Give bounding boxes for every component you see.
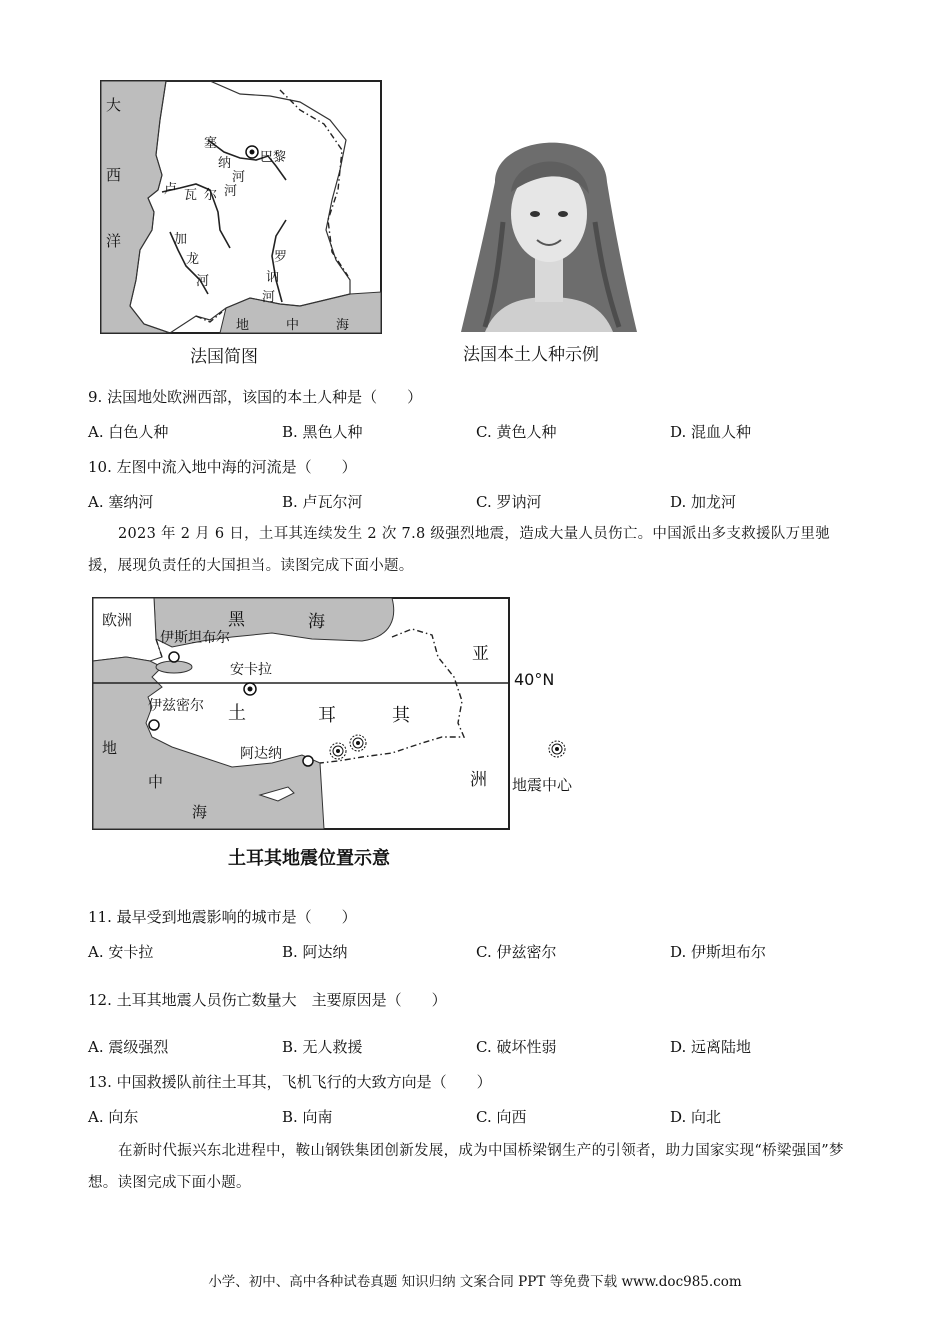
q10-option-d[interactable]: D. 加龙河 — [670, 493, 737, 511]
atlantic-label-2: 西 — [106, 166, 122, 184]
q9-option-a[interactable]: A. 白色人种 — [88, 423, 169, 441]
q10-stem: 10. 左图中流入地中海的河流是（ ） — [88, 458, 357, 476]
q13-option-c[interactable]: C. 向西 — [476, 1108, 527, 1126]
seine-label-2: 纳 — [218, 156, 232, 171]
loire-label-4: 河 — [224, 184, 238, 199]
seine-label-1: 塞 — [204, 136, 218, 151]
legend-epicenter-icon — [547, 739, 567, 763]
med-label-2: 中 — [148, 773, 164, 791]
black-sea-label-2: 海 — [308, 612, 325, 632]
q12-option-a[interactable]: A. 震级强烈 — [88, 1038, 169, 1056]
q11-option-a[interactable]: A. 安卡拉 — [88, 943, 154, 961]
izmir-label: 伊兹密尔 — [148, 698, 204, 714]
epicenter-1-icon — [330, 743, 346, 759]
q12-stem: 12. 土耳其地震人员伤亡数量大 主要原因是（ ） — [88, 991, 447, 1009]
q9-option-c[interactable]: C. 黄色人种 — [476, 423, 557, 441]
turkey-label-2: 耳 — [318, 705, 336, 726]
med-label-3: 海 — [336, 318, 350, 333]
paris-label: 巴黎 — [260, 150, 287, 165]
passage-turkey: 2023 年 2 月 6 日，土耳其连续发生 2 次 7.8 级强烈地震，造成大量人员伤亡。中国派出多支救援队万里驰援，展现负责任的大国担当。读图完成下面小题。 — [88, 526, 831, 574]
adana-label: 阿达纳 — [240, 746, 282, 762]
garonne-label-2: 龙 — [186, 252, 200, 267]
garonne-label-3: 河 — [196, 274, 210, 289]
q10-option-c[interactable]: C. 罗讷河 — [476, 493, 542, 511]
asia-label-1: 亚 — [472, 644, 489, 664]
med-label-1: 地 — [236, 318, 250, 333]
q13-option-b[interactable]: B. 向南 — [282, 1108, 333, 1126]
istanbul-label: 伊斯坦布尔 — [160, 630, 230, 646]
med-label-3: 海 — [192, 803, 208, 821]
atlantic-label-1: 大 — [106, 96, 122, 114]
loire-label-1: 卢 — [164, 182, 178, 197]
page-footer: 小学、初中、高中各种试卷真题 知识归纳 文案合同 PPT 等免费下载 www.doc985.com — [208, 1274, 742, 1290]
q9-option-b[interactable]: B. 黑色人种 — [282, 423, 363, 441]
france-map-caption: 法国简图 — [190, 347, 258, 367]
turkey-label-1: 土 — [228, 703, 246, 724]
legend-epicenter-label: 地震中心 — [512, 776, 573, 794]
turkey-map — [92, 597, 512, 831]
atlantic-label-3: 洋 — [106, 232, 122, 250]
france-map-graphic — [100, 80, 382, 334]
loire-label-3: 尔 — [204, 188, 218, 203]
rhone-label-2: 讷 — [266, 270, 280, 285]
adana-marker — [303, 756, 313, 766]
latitude-label: 40°N — [514, 670, 555, 689]
passage-ansteel: 在新时代振兴东北进程中，鞍山钢铁集团创新发展，成为中国桥梁钢生产的引领者，助力国家实现“桥梁强国”梦想。读图完成下面小题。 — [88, 1143, 844, 1191]
ankara-label: 安卡拉 — [230, 662, 272, 678]
loire-label-2: 瓦 — [184, 188, 198, 203]
q10-option-a[interactable]: A. 塞纳河 — [88, 493, 154, 511]
med-label-1: 地 — [102, 739, 118, 757]
photo-caption: 法国本土人种示例 — [463, 345, 599, 365]
q9-option-d[interactable]: D. 混血人种 — [670, 423, 752, 441]
q12-option-c[interactable]: C. 破坏性弱 — [476, 1038, 557, 1056]
q13-stem: 13. 中国救援队前往土耳其，飞机飞行的大致方向是（ ） — [88, 1073, 492, 1091]
girl-portrait-illustration — [455, 122, 643, 332]
france-map — [100, 80, 382, 334]
photo — [455, 122, 643, 332]
q13-option-d[interactable]: D. 向北 — [670, 1108, 722, 1126]
seine-label-3: 河 — [232, 170, 246, 185]
rhone-label-3: 河 — [262, 290, 276, 305]
rhone-label-1: 罗 — [274, 250, 288, 265]
q11-stem: 11. 最早受到地震影响的城市是（ ） — [88, 908, 357, 926]
q9-stem: 9. 法国地处欧洲西部，该国的本土人种是（ ） — [88, 388, 423, 406]
q12-option-b[interactable]: B. 无人救援 — [282, 1038, 363, 1056]
epicenter-2-icon — [350, 735, 366, 751]
istanbul-marker — [169, 652, 179, 662]
black-sea-label-1: 黑 — [228, 610, 245, 630]
garonne-label-1: 加 — [174, 232, 188, 247]
asia-label-2: 洲 — [470, 770, 487, 790]
med-label-2: 中 — [286, 318, 300, 333]
q10-option-b[interactable]: B. 卢瓦尔河 — [282, 493, 363, 511]
q11-option-c[interactable]: C. 伊兹密尔 — [476, 943, 557, 961]
europe-label: 欧洲 — [102, 611, 133, 629]
q11-option-b[interactable]: B. 阿达纳 — [282, 943, 348, 961]
izmir-marker — [149, 720, 159, 730]
turkey-label-3: 其 — [392, 705, 410, 726]
q11-option-d[interactable]: D. 伊斯坦布尔 — [670, 943, 767, 961]
turkey-map-caption: 土耳其地震位置示意 — [228, 848, 390, 869]
q13-option-a[interactable]: A. 向东 — [88, 1108, 139, 1126]
q12-option-d[interactable]: D. 远离陆地 — [670, 1038, 752, 1056]
